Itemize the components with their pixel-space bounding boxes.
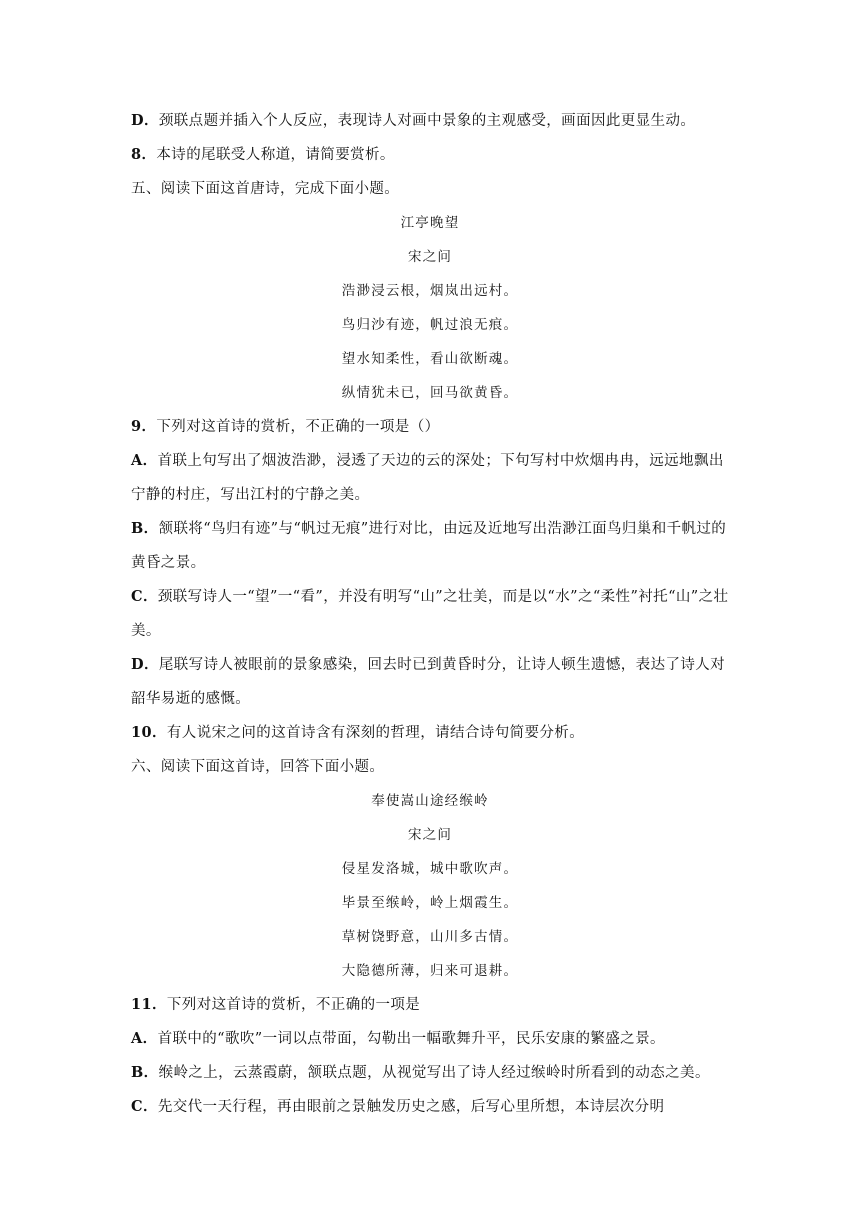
- question-number: 8．: [131, 146, 157, 163]
- q9-option-b: [131, 519, 731, 539]
- section-6-heading: 六、阅读下面这首诗，回答下面小题。: [131, 759, 385, 775]
- option-label: B．: [131, 520, 159, 537]
- question-10: [131, 723, 731, 743]
- question-number: 9．: [131, 418, 157, 435]
- option-text: 缑岭之上，云蒸霞蔚，颔联点题，从视觉写出了诗人经过缑岭时所看到的动态之美。: [158, 1065, 710, 1081]
- poem-title: 奉使嵩山途经缑岭: [371, 793, 489, 809]
- option-label: A．: [131, 1030, 158, 1047]
- question-text: 有人说宋之问的这首诗含有深刻的哲理，请结合诗句简要分析。: [166, 725, 585, 741]
- option-text: 颔联将“鸟归有迹”与“帆过无痕”进行对比，由远及近地写出浩渺江面鸟归巢和千帆过的: [158, 521, 727, 537]
- option-label: C．: [131, 588, 158, 605]
- poem-line: 浩渺浸云根，烟岚出远村。: [341, 283, 519, 299]
- q9-option-c-cont: 美。: [131, 623, 161, 639]
- q9-option-a-cont: 宁静的村庄，写出江村的宁静之美。: [131, 487, 370, 503]
- question-11: [131, 995, 731, 1015]
- q11-option-b: [131, 1063, 731, 1083]
- q11-option-c: [131, 1097, 731, 1117]
- option-label: D．: [131, 112, 159, 129]
- option-text: 先交代一天行程，再由眼前之景触发历史之感，后写心里所想，本诗层次分明: [157, 1099, 665, 1115]
- q9-option-a: [131, 451, 731, 471]
- option-label: A．: [131, 452, 158, 469]
- option-text: 颈联写诗人一“望”一“看”，并没有明写“山”之壮美，而是以“水”之“柔性”衬托“山”之壮: [157, 589, 729, 605]
- poem-title: 江亭晚望: [400, 215, 460, 231]
- poem-line: 鸟归沙有迹，帆过浪无痕。: [341, 317, 519, 333]
- poem-author: 宋之问: [407, 249, 453, 265]
- question-number: 10．: [131, 724, 167, 741]
- option-label: C．: [131, 1098, 158, 1115]
- poem-line: 毕景至缑岭，岭上烟霞生。: [341, 895, 519, 911]
- q9-option-c: [131, 587, 731, 607]
- poem-line: 大隐德所薄，归来可退耕。: [341, 963, 519, 979]
- poem-line: 侵星发洛城，城中歌吹声。: [341, 861, 519, 877]
- poem-line: 望水知柔性，看山欲断魂。: [341, 351, 519, 367]
- q9-option-d-cont: 韶华易逝的感慨。: [131, 691, 251, 707]
- question-9: [131, 417, 731, 437]
- option-text: 首联上句写出了烟波浩渺，浸透了天边的云的深处；下句写村中炊烟冉冉，远远地飘出: [157, 453, 724, 469]
- option-text: 颈联点题并插入个人反应，表现诗人对画中景象的主观感受，画面因此更显生动。: [158, 113, 696, 129]
- question-number: 11．: [131, 996, 167, 1013]
- q9-option-d: [131, 655, 731, 675]
- section-5-heading: 五、阅读下面这首唐诗，完成下面小题。: [131, 181, 400, 197]
- poem-author: 宋之问: [407, 827, 453, 843]
- question-text: 下列对这首诗的赏析，不正确的一项是: [166, 997, 421, 1013]
- question-text: 下列对这首诗的赏析，不正确的一项是（）: [156, 419, 440, 435]
- option-d-prev: [131, 111, 731, 131]
- option-label: D．: [131, 656, 159, 673]
- option-text: 尾联写诗人被眼前的景象感染，回去时已到黄昏时分，让诗人顿生遗憾，表达了诗人对: [158, 657, 726, 673]
- q9-option-b-cont: 黄昏之景。: [131, 555, 206, 571]
- q11-option-a: [131, 1029, 731, 1049]
- poem-line: 纵情犹未已，回马欲黄昏。: [341, 385, 519, 401]
- question-8: [131, 145, 731, 165]
- question-text: 本诗的尾联受人称道，请简要赏析。: [156, 147, 395, 163]
- option-text: 首联中的“歌吹”一词以点带面，勾勒出一幅歌舞升平，民乐安康的繁盛之景。: [157, 1031, 665, 1047]
- option-label: B．: [131, 1064, 159, 1081]
- poem-line: 草树饶野意，山川多古情。: [341, 929, 519, 945]
